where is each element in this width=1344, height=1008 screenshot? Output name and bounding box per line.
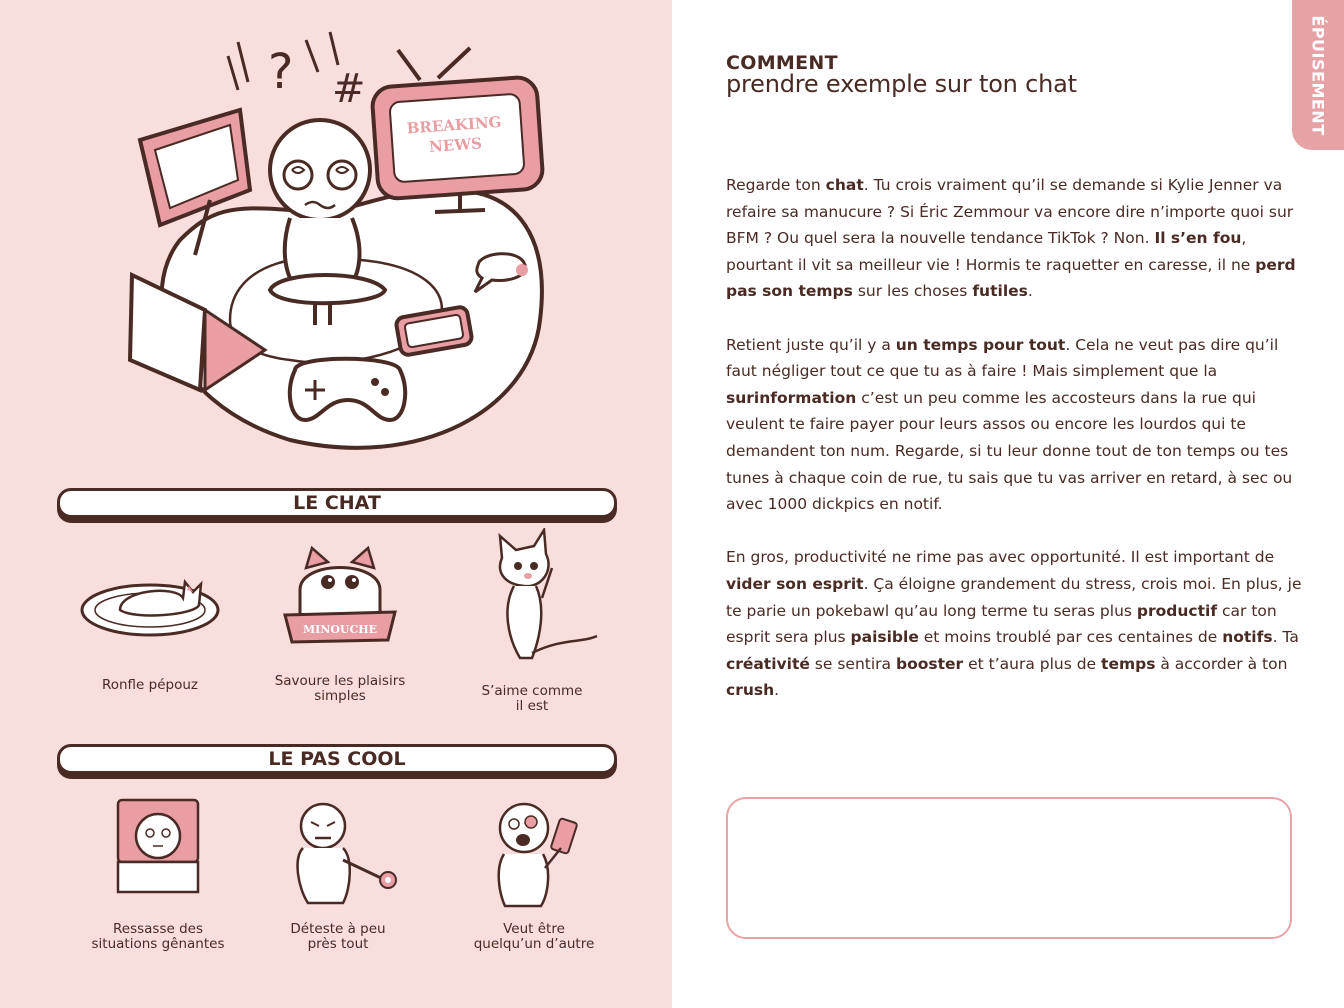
paragraph-2 [726,332,1306,518]
trait-ressasse-caption-1: Ressasse des [113,921,203,937]
bold-run: temps [1101,654,1156,673]
trait-veut-etre-caption-1: Veut être [503,921,565,937]
bold-run: surinformation [726,388,857,407]
chapter-tab[interactable] [1292,0,1344,150]
trait-deteste-caption-1: Déteste à peu [290,921,386,937]
trait-deteste [248,798,428,952]
stress-marks [228,32,366,112]
bold-run: un temps pour tout [895,335,1066,354]
bold-run: crush [726,681,775,700]
bold-run: créativité [726,654,810,673]
svg-text:?: ? [268,44,294,100]
heading-light: prendre exemple sur ton chat [726,70,1077,98]
tv-icon [371,48,543,212]
paragraph-3 [726,544,1306,704]
cat-in-box-icon [270,540,410,650]
trait-deteste-caption-2: près tout [307,936,369,952]
bold-run: paisible [850,628,919,647]
text-run: . Ta [1272,628,1299,647]
notes-box[interactable] [726,797,1292,939]
trait-saime [442,528,622,714]
svg-text:#: # [332,66,366,112]
trait-veut-etre-caption-2: quelqu’un d’autre [473,936,595,952]
bold-run: Il s’en fou [1154,229,1242,248]
hero-illustration [120,20,560,460]
insomniac-person-icon [98,798,218,898]
text-run: Retient juste qu’il y a [726,335,896,354]
trait-savoure [250,540,430,704]
bold-run: productif [1136,601,1218,620]
body-text [726,172,1306,730]
text-run: . Ça éloigne grandement du stress, crois moi. En plus, je te parie un pokebawl qu’au long terme tu seras plus [726,574,1302,620]
trait-ronfle [60,560,240,693]
text-run: Regarde ton [726,176,826,194]
le-chat-title: LE CHAT [293,492,381,514]
text-run: . Cela ne veut pas dire qu’il faut négliger tout ce que tu as à faire ! Mais simplement que la [726,335,1279,381]
paragraph-1 [726,172,1306,305]
le-chat-banner [57,488,617,518]
scared-person-phone-icon [469,798,599,908]
bold-run: booster [895,654,964,673]
bold-run: perd pas son temps [726,255,1296,301]
text-run: sur les choses [852,282,973,301]
trait-ronfle-caption-1: Ronfle pépouz [101,677,199,693]
heading-bold: COMMENT [726,52,838,74]
text-run: En gros, productivité ne rime pas avec opportunité. Il est important de [726,548,1275,567]
trait-ressasse-caption-2: situations gênantes [91,936,225,952]
text-run: car ton esprit sera plus [726,601,1277,647]
text-run: et t’aura plus de [963,654,1102,673]
text-run: . Tu crois vraiment qu’il se demande si Kylie Jenner va refaire sa manucure ? Si Éric Zemmour va encore dire n’importe quoi sur BFM ? Ou quel sera la nouvelle tendance TikTok ? Non. [726,176,1294,248]
bold-run: notifs [1222,628,1273,647]
le-pas-cool-title: LE PAS COOL [268,748,406,770]
trait-savoure-caption-2: simples [314,688,366,704]
chapter-tab-label: ÉPUISEMENT [1308,14,1328,136]
text-run: c’est un peu comme les accosteurs dans la rue qui veulent te faire payer pour leurs assos ou encore les lourdos qui te demandent ton num. Regarde, si tu leur donne tout de ton temps ou tes tunes à chaque coin de rue, tu sais que tu vas arriver en retard, à sec ou avec 1000 dickpics en notif. [726,388,1293,514]
text-run: se sentira [809,654,896,673]
box-label: MINOUCHE [302,623,378,636]
text-run: à accorder à ton [1155,654,1288,673]
text-run: . [1027,282,1033,301]
trait-ressasse [68,798,248,952]
text-run: et moins troublé par ces centaines de [918,628,1223,647]
trait-veut-etre [444,798,624,952]
bold-run: futiles [972,282,1028,301]
tv-news-text: NEWS [428,134,483,156]
text-run: , pourtant il vit sa meilleur vie ! Hormis te raquetter en caresse, il ne [726,229,1256,274]
trait-saime-caption-2: il est [515,698,549,714]
standing-cat-icon [462,528,602,668]
trait-saime-caption-1: S’aime comme [481,683,583,699]
bold-run: vider son esprit [726,574,864,593]
le-pas-cool-banner [57,744,617,774]
bold-run: chat [825,176,864,194]
text-run: . [774,681,780,700]
trait-savoure-caption-1: Savoure les plaisirs [274,673,406,689]
sleeping-cat-icon [75,560,225,640]
tv-breaking-text: BREAKING [406,112,503,138]
angry-person-icon [263,798,413,908]
